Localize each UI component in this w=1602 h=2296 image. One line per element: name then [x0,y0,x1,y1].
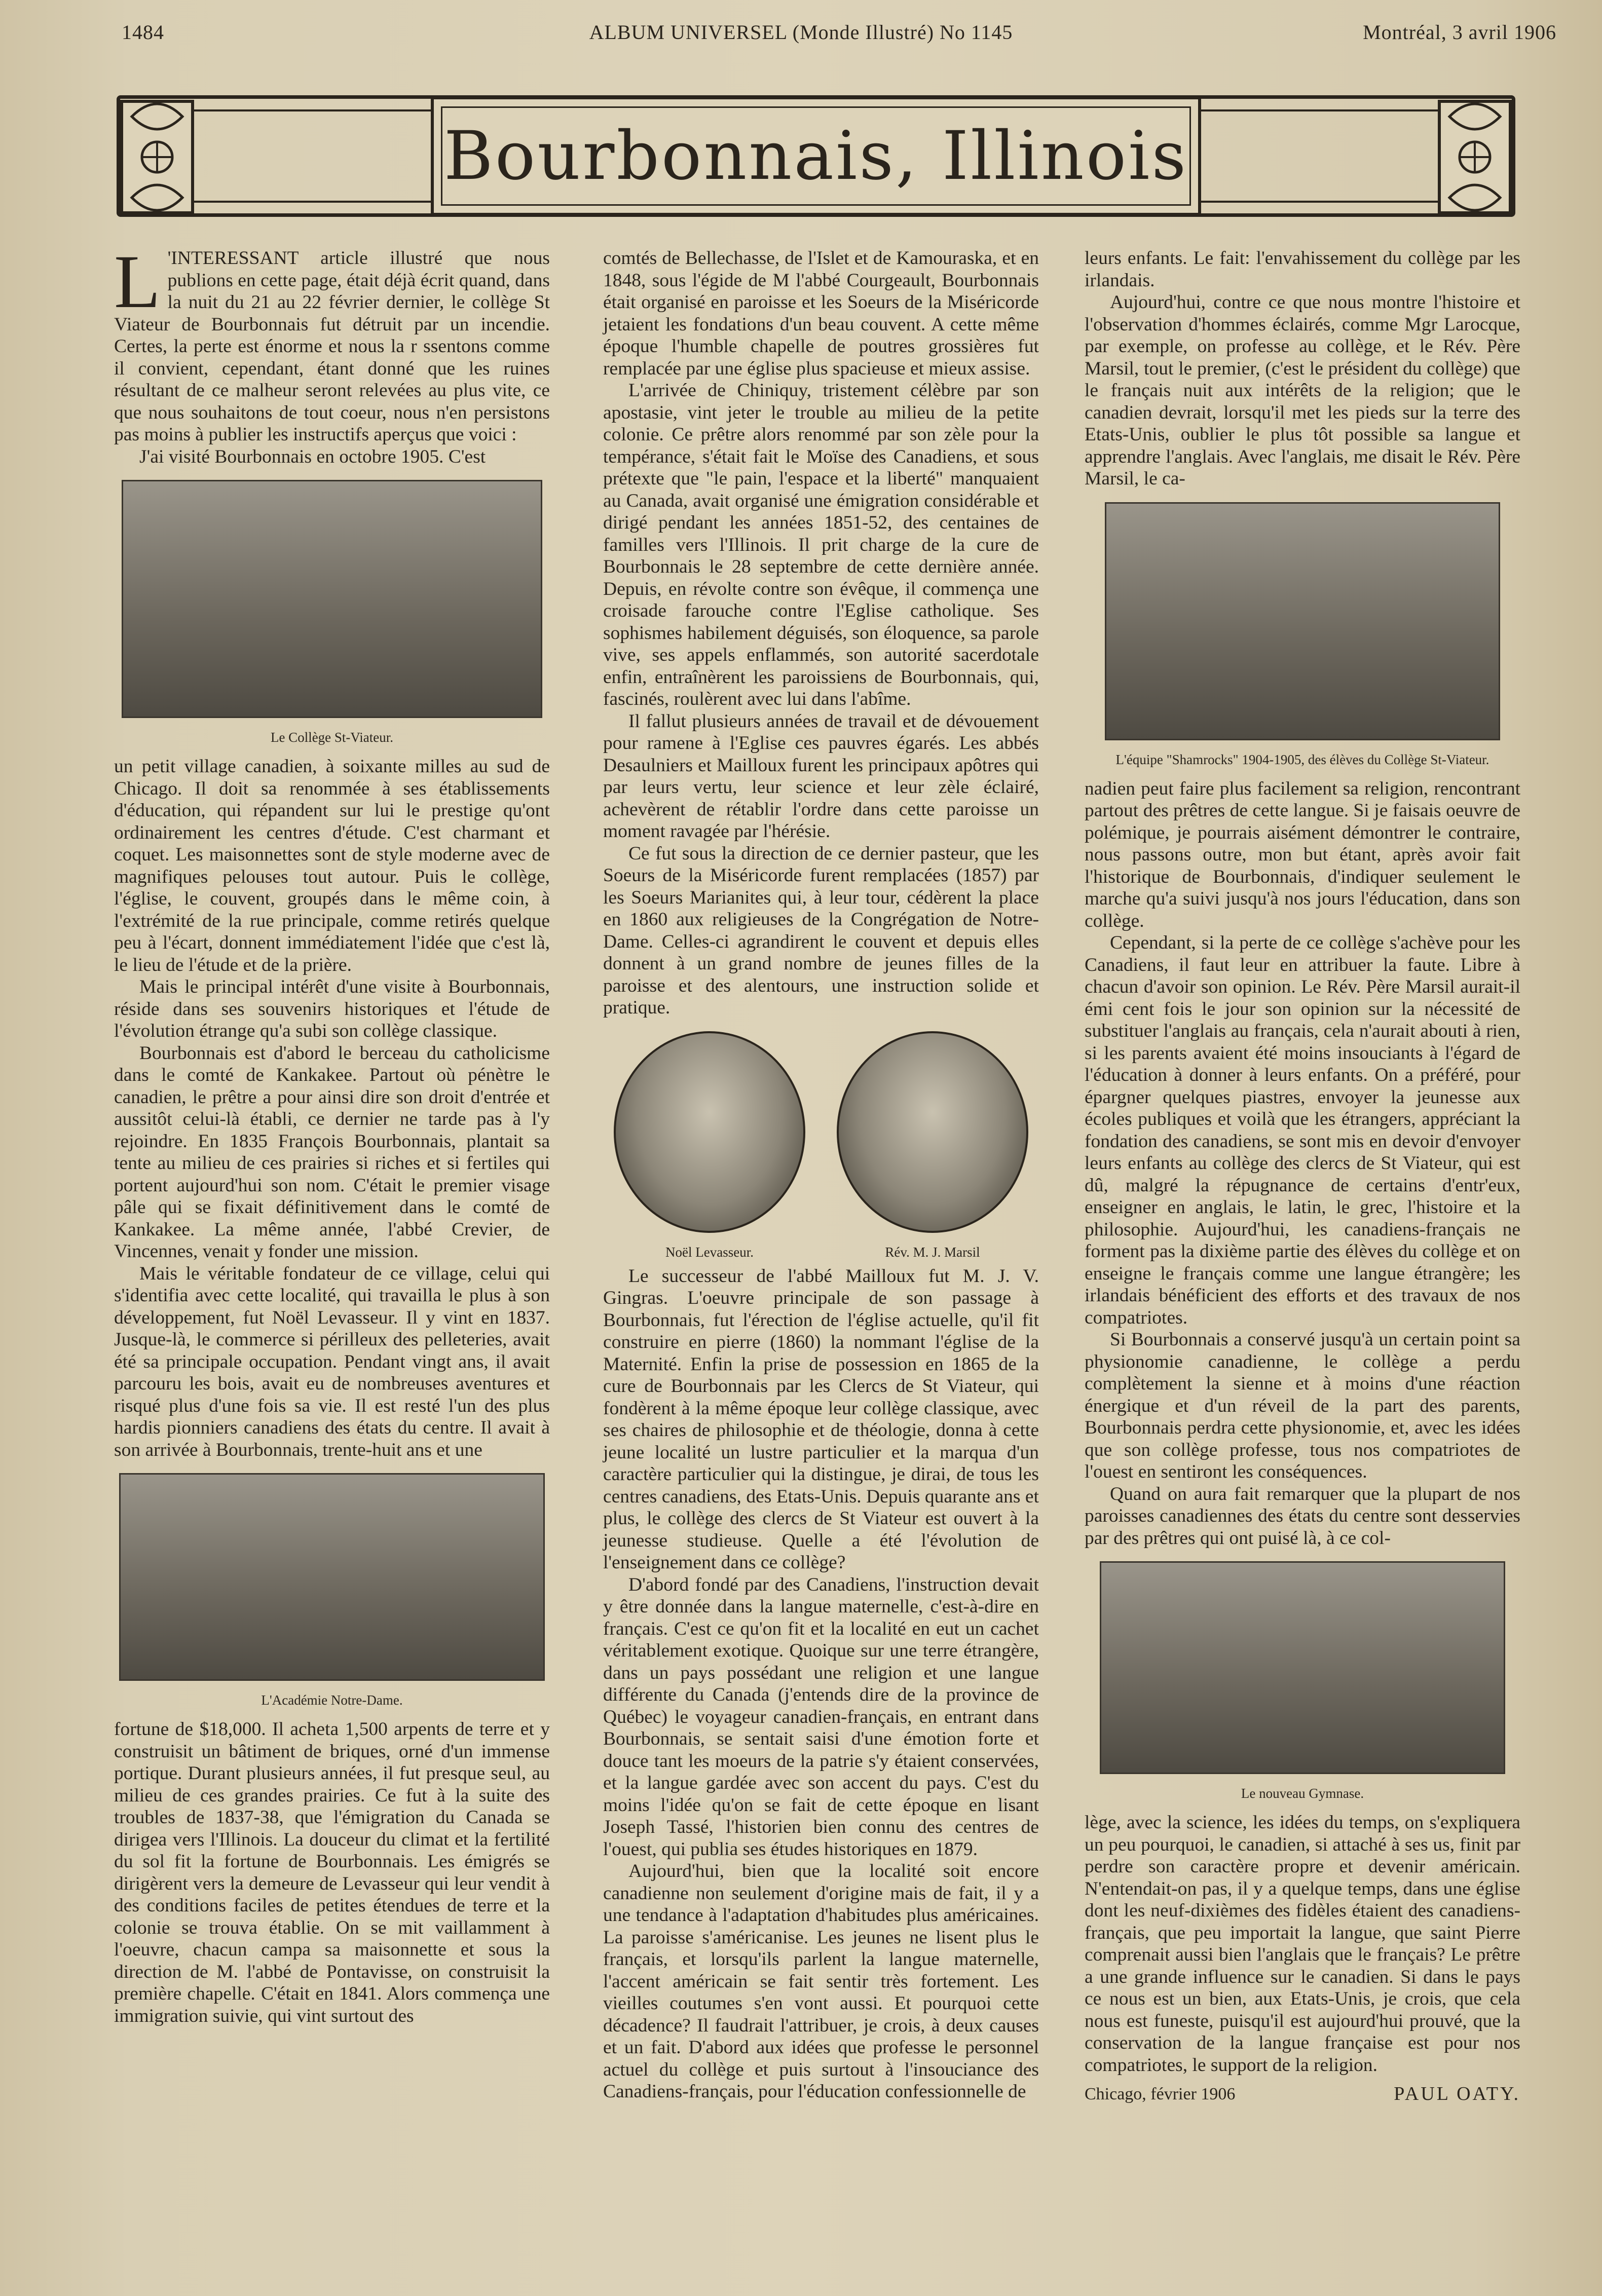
column-1 [114,240,550,2027]
paragraph: nadien peut faire plus facilement sa religion, rencontrant partout des prêtres de cette langue. Si je faisais oeuvre de polémique, je pourrais aisément démontrer le contraire, nous passons outre, mon but étant, après avoir fait l'historique de Bourbonnais, d'indiquer seulement le marche qu'a suivi jusqu'à nos jours l'éducation, dans son collège. [1085,778,1520,931]
portraits [608,1031,1034,1260]
caption-shamrocks: L'équipe "Shamrocks" 1904-1905, des élèves du Collège St-Viateur. [1115,751,1489,767]
caption-marsil: Rév. M. J. Marsil [885,1244,980,1260]
column-3 [1085,247,1520,2105]
page-number: 1484 [122,21,164,44]
figure-college [114,480,550,745]
paragraph: Il fallut plusieurs années de travail et de dévouement pour ramene à l'Eglise ces pauvres égarés. Les abbés Desaulniers et Mailloux furent les principaux apôtres qui par leurs vertu, leur science et leur zèle éclairé, achevèrent de rétablir l'ordre dans cette paroisse un moment ravagée par l'hérésie. [603,710,1039,842]
article-title: Bourbonnais, Illinois [443,117,1188,195]
paragraph: lège, avec la science, les idées du temps, on s'expliquera un peu pourquoi, le canadien, si attaché à ses us, finit par perdre son caractère propre et devenir américain. N'entendait-on pas, il y a quelque temps, dans une église dont les neuf-dixièmes des fidèles étaient des canadiens-français, que peu importait la langue, que saint Pierre comprenait aussi bien l'anglais que le français? Le prêtre a une grande influence sur le canadien. Si dans le pays ce nous est un bien, aux Etats-Unis, je crois, que cela nous est funeste, puisqu'il est aujourd'hui prouvé, que la conservation de la langue française est pour nos compatriotes, le support de la religion. [1085,1812,1520,2076]
marsil-photo [837,1031,1028,1233]
left-ornament-icon [106,81,208,233]
gymnase-photo [1100,1561,1505,1774]
title-banner [117,81,1515,233]
paragraph: Mais le véritable fondateur de ce village, celui qui s'identifia avec cette localité, qui travailla le plus à son développement, fut Noël Levasseur. Il y vint en 1837. Jusque-là, le commerce si périlleux des pelleteries, avait été sa principale occupation. Pendant vingt ans, il avait parcouru les bois, avait eu de nombreuses aventures et risqué plus d'une fois sa vie. Il est resté l'un des plus hardis pionniers canadiens des états du centre. Il avait à son arrivée à Bourbonnais, trente-huit ans et une [114,1263,550,1460]
paragraph: leurs enfants. Le fait: l'envahissement du collège par les irlandais. [1085,248,1520,291]
paragraph: D'abord fondé par des Canadiens, l'instruction devait y être donnée dans la langue maternelle, c'est-à-dire en français. C'est ce qu'on fit et la localité en eut un cachet véritablement exotique. Quoique sur une terre étrangère, dans un pays possédant une religion et une langue différente du Canada (j'entends dire de la province de Québec) le voyageur canadien-français, en entrant dans Bourbonnais, se sentait saisi d'une émotion forte et douce tant les moeurs de la patrie s'y étaient conservées, et la langue gardée avec son accent du pays. C'est du moins l'idée qu'on se fait de cette époque en lisant Joseph Tassé, l'historien bien connu des centres de l'ouest, qui publia ses études historiques en 1879. [603,1574,1039,1860]
caption-gymnase: Le nouveau Gymnase. [1241,1786,1364,1801]
paragraph: Ce fut sous la direction de ce dernier pasteur, que les Soeurs de la Miséricorde furent remplacées (1857) par les Soeurs Marianites qui, à leur tour, cédèrent la place en 1860 aux religieuses de la Congrégation de Notre-Dame. Celles-ci agrandirent le couvent et depuis elles donnent à un grand nombre de jeunes filles de la paroisse et des alentours, une instruction solide et pratique. [603,843,1039,1018]
portrait-levasseur [608,1031,811,1260]
college-photo [122,480,542,718]
shamrocks-photo [1105,502,1500,740]
signature [1085,2083,1520,2105]
publication-title: ALBUM UNIVERSEL (Monde Illustré) No 1145 [589,21,1013,44]
paragraph: L 'INTERESSANT article illustré que nous publions en cette page, était déjà écrit quand, dans la nuit du 21 au 22 février dernier, le collège St Viateur de Bourbonnais fut détruit par un incendie. Certes, la perte est énorme et nous la r ssentons comme il convient, cependant, étant donné que les ruines résultant de ce malheur seront relevées au plus vite, ce que nous souhaitons de tout coeur, nous n'en persistons pas moins à publier les instructifs aperçus que voici : [114,240,550,445]
paragraph: Aujourd'hui, bien que la localité soit encore canadienne non seulement d'origine mais de fait, il y a une tendance à l'adaptation d'habitudes plus américaines. La paroisse s'américanise. Les jeunes ne lisent plus le français, et lorsqu'ils parlent la langue maternelle, l'accent américain se fait sentir très fortement. Les vieilles coutumes s'en vont aussi. Et pourquoi cette décadence? Il faudrait l'attribuer, je crois, à deux causes et un fait. D'abord aux idées que professe le personnel actuel du collège et puis surtout à l'insouciance des Canadiens-français, pour l'éducation confessionnelle de [603,1861,1039,2102]
paragraph: J'ai visité Bourbonnais en octobre 1905. C'est [139,446,486,467]
title-box [431,96,1201,216]
paragraph: Aujourd'hui, contre ce que nous montre l'histoire et l'observation d'hommes éclairés, comme Mgr Larocque, par exemple, on professe au collège, et le Rév. Père Marsil, tout le premier, (c'est le président du collège) que le français nuit aux intérêts de la religion; que le canadien devrait, lorsqu'il met les pieds sur la terre des Etats-Unis, oublier le plus tôt possible sa langue et apprendre l'anglais. Avec l'anglais, me disait le Rév. Père Marsil, le ca- [1085,292,1520,489]
paragraph: fortune de $18,000. Il acheta 1,500 arpents de terre et y construisit un bâtiment de briques, orné d'un immense portique. Durant plusieurs années, il fut presque seul, au milieu de ces grandes prairies. Ce fut à la suite des troubles de 1837-38, que l'émigration du Canada se dirigea vers l'Illinois. La douceur du climat et la fertilité du sol fit la fortune de Bourbonnais. Les émigrés se dirigèrent vers la demeure de Levasseur qui leur vendit à des conditions faciles de petites étendues de terre et la colonie se trouva établie. On se mit vaillamment à l'oeuvre, chacun campa sa maisonnette et sous la direction de M. l'abbé de Pontavisse, on construisit la première chapelle. C'était en 1841. Alors commença une immigration suivie, qui vint surtout des [114,1719,550,2026]
paragraph: L'arrivée de Chiniquy, tristement célèbre par son apostasie, vint jeter le trouble au milieu de la petite colonie. Ce prêtre alors renommé par son zèle pour la tempérance, s'était fait le Moïse des Canadiens, et sous prétexte que "le pain, l'espace et la liberté" manquaient au Canada, avait organisé une émigration considérable et dirigé pendant les années 1851-52, des centaines de familles vers l'Illinois. Il prit charge de la cure de Bourbonnais le 28 septembre de cette dernière année. Depuis, en révolte contre son évêque, il commença une croisade farouche contre l'Eglise catholique. Ses sophismes habilement déguisés, son éloquence, sa parole vive, ses appels enflammés, son autorité sacerdotale enfin, entraînèrent les paroissiens de Bourbonnais, qui, fascinés, roulèrent avec lui dans l'abîme. [603,380,1039,709]
levasseur-photo [614,1031,805,1233]
paragraph: Quand on aura fait remarquer que la plupart de nos paroisses canadiennes des états du centre sont desservies par des prêtres qui ont puisé là, à ce col- [1085,1483,1520,1549]
paragraph: comtés de Bellechasse, de l'Islet et de Kamouraska, et en 1848, sous l'égide de M l'abbé Courgeault, Bourbonnais était organisé en paroisse et les Soeurs de la Miséricorde jetaient les fondations d'un beau couvent. A cette même époque l'humble chapelle de poutres grossières fut remplacée par une église plus spacieuse et mieux assise. [603,248,1039,379]
paragraph: Cependant, si la perte de ce collège s'achève pour les Canadiens, il faut leur en attribuer la faute. Libre à chacun d'avoir son opinion. Le Rév. Père Marsil aurait-il émi cent fois le jour son opinion sur la nécessité de substituer l'anglais au français, cela n'aurait abouti à rien, si les parents avaient été moins insouciants à l'égard de l'éducation à donner à leurs enfants. On a préféré, pour épargner quelques piastres, envoyer la jeunesse aux écoles publiques et voilà que les étrangers, appréciant la fondation des canadiens, se sont mis en devoir d'envoyer leurs enfants au collège des clercs de St Viateur, qui est dû, malgré la répugnance de certains d'entr'eux, enseigner en anglais, le latin, le grec, l'histoire et la philosophie. Aujourd'hui, les canadiens-français ne forment pas la dixième partie des élèves du collège et on enseigne le français comme une langue étrangère; les irlandais bénéficient des efforts et des travaux de nos compatriotes. [1085,932,1520,1328]
paragraph: un petit village canadien, à soixante milles au sud de Chicago. Il doit sa renommée à ses établissements d'éducation, qui répandent sur lui le prestige qu'ont ordinairement les centres d'étude. C'est charmant et coquet. Les maisonnettes sont de style moderne avec de magnifiques pelouses tout autour. Puis le collège, l'église, le couvent, groupés dans le même coin, à l'extrémité de la rue principale, comme retirés quelque peu à l'écart, donnent immédiatement l'idée que c'est là, le lieu de l'étude et de la prière. [114,756,550,975]
signature-place-date: Chicago, février 1906 [1085,2085,1236,2103]
figure-academie [114,1473,550,1708]
figure-gymnase [1085,1561,1520,1801]
paragraph: Bourbonnais est d'abord le berceau du catholicisme dans le comté de Kankakee. Partout où pénètre le canadien, le prêtre a pour ainsi dire son droit d'entrée et aussitôt celui-là établi, ce dernier ne tarde pas à l'y rejoindre. En 1835 François Bourbonnais, plantait sa tente au milieu de ces prairies si riches et si fertiles qui portent aujourd'hui son nom. C'était le premier visage pâle qui se fixait définitivement dans le comté de Kankakee. La même année, l'abbé Crevier, de Vincennes, venait y fonder une mission. [114,1042,550,1262]
portrait-marsil [831,1031,1034,1260]
signature-author: PAUL OATY. [1394,2083,1520,2104]
issue-date: Montréal, 3 avril 1906 [1363,21,1556,44]
paragraph: Mais le principal intérêt d'une visite à Bourbonnais, réside dans ses souvenirs historiques et l'étude de l'évolution étrange qu'a subi son collège classique. [114,976,550,1041]
drop-cap: L [114,240,161,324]
paragraph: Le successeur de l'abbé Mailloux fut M. J. V. Gingras. L'oeuvre principale de son passage à Bourbonnais, fut l'érection de l'église actuelle, qu'il fit construire en pierre (1860) la nommant l'église de la Maternité. Enfin la prise de possession en 1865 de la cure de Bourbonnais par les Clercs de St Viateur, qui fondèrent à la même époque leur collège classique, avec ses chaires de philosophie et de théologie, donna à cette jeune localité un lustre particulier et la marqua d'un caractère particulier qui la distingue, je dirai, de tous les centres canadiens, des Etats-Unis. Depuis quarante ans et plus, le collège des clercs de St Viateur est ouvert à la jeunesse studieuse. Quelle a été l'évolution de l'enseignement dans ce collège? [603,1265,1039,1573]
caption-college: Le Collège St-Viateur. [270,730,394,745]
academie-photo [119,1473,545,1681]
caption-academie: L'Académie Notre-Dame. [261,1692,403,1708]
figure-shamrocks [1085,502,1520,768]
caption-levasseur: Noël Levasseur. [665,1244,754,1260]
column-2 [603,247,1039,2103]
paragraph: Si Bourbonnais a conservé jusqu'à un certain point sa physionomie canadienne, le collège a perdu complètement la sienne et à moins d'une réaction énergique et d'un réveil de la part des parents, Bourbonnais perdra cette physionomie, et, avec les idées que son collège professe, tous nos compatriotes de l'ouest en sentiront les conséquences. [1085,1329,1520,1482]
right-ornament-icon [1424,81,1525,233]
